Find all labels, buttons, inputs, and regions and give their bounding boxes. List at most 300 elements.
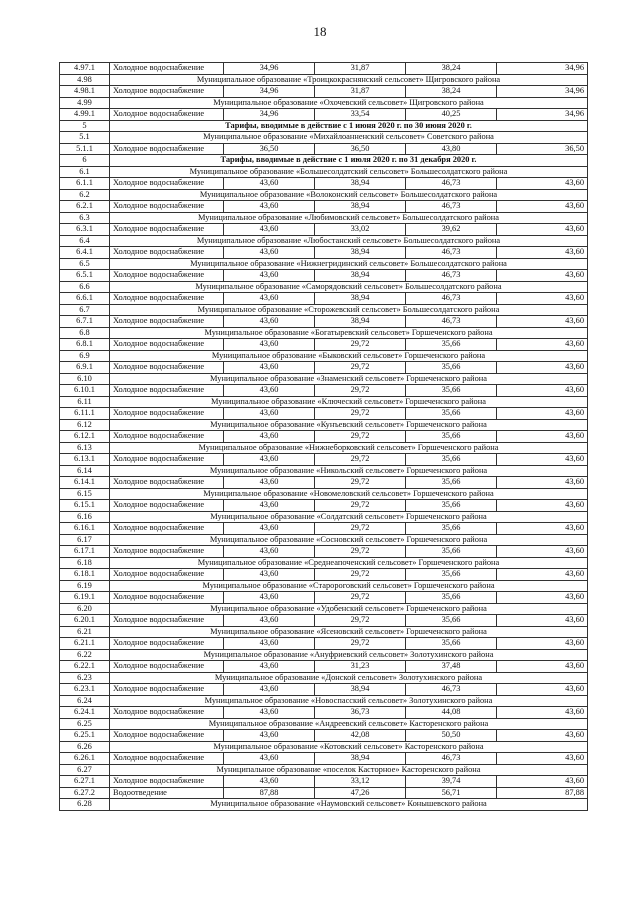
service-name: Холодное водоснабжение: [110, 431, 224, 443]
tariff-row: [60, 684, 588, 696]
tariff-value-4: 43,60: [497, 638, 588, 650]
section-heading: Тарифы, вводимые в действие с 1 июля 2020 г. по 31 декабря 2020 г.: [110, 155, 588, 167]
tariff-value-4: 43,60: [497, 270, 588, 282]
row-number: 6.16.1: [60, 523, 110, 535]
tariff-value-1: 43,60: [224, 753, 315, 765]
tariff-row: [60, 707, 588, 719]
tariff-value-2: 36,50: [315, 143, 406, 155]
tariff-row: [60, 293, 588, 305]
tariff-value-3: 40,25: [406, 109, 497, 121]
municipality-name: Муниципальное образование «Кунъевский сельсовет» Горшеченского района: [110, 419, 588, 431]
row-number: 6.21: [60, 626, 110, 638]
municipality-row: [60, 373, 588, 385]
municipality-row: [60, 672, 588, 684]
row-number: 6.14: [60, 465, 110, 477]
municipality-row: [60, 304, 588, 316]
municipality-name: Муниципальное образование «Любимовский сельсовет» Большесолдатского района: [110, 212, 588, 224]
row-number: 6.19: [60, 580, 110, 592]
municipality-name: Муниципальное образование «Среднеапоченский сельсовет» Горшеченского района: [110, 557, 588, 569]
service-name: Холодное водоснабжение: [110, 661, 224, 673]
tariff-value-2: 38,94: [315, 293, 406, 305]
row-number: 6.16: [60, 511, 110, 523]
tariff-value-4: 87,88: [497, 787, 588, 799]
tariff-row: [60, 339, 588, 351]
municipality-row: [60, 327, 588, 339]
tariff-value-2: 36,73: [315, 707, 406, 719]
tariff-value-2: 33,12: [315, 776, 406, 788]
tariff-value-1: 43,60: [224, 707, 315, 719]
service-name: Холодное водоснабжение: [110, 385, 224, 397]
tariff-value-3: 44,08: [406, 707, 497, 719]
tariff-row: [60, 201, 588, 213]
service-name: Холодное водоснабжение: [110, 569, 224, 581]
tariff-value-4: 43,60: [497, 569, 588, 581]
tariff-value-1: 87,88: [224, 787, 315, 799]
service-name: Холодное водоснабжение: [110, 638, 224, 650]
municipality-row: [60, 465, 588, 477]
tariff-value-2: 29,72: [315, 431, 406, 443]
municipality-row: [60, 718, 588, 730]
tariff-value-1: 43,60: [224, 615, 315, 627]
tariff-value-4: 43,60: [497, 592, 588, 604]
service-name: Холодное водоснабжение: [110, 730, 224, 742]
tariff-value-4: 43,60: [497, 776, 588, 788]
row-number: 6.7.1: [60, 316, 110, 328]
tariff-value-3: 37,48: [406, 661, 497, 673]
row-number: 6.17.1: [60, 546, 110, 558]
tariff-value-1: 43,60: [224, 477, 315, 489]
row-number: 6.18.1: [60, 569, 110, 581]
row-number: 6.1: [60, 166, 110, 178]
row-number: 6.6.1: [60, 293, 110, 305]
municipality-row: [60, 534, 588, 546]
tariff-value-1: 43,60: [224, 385, 315, 397]
tariff-row: [60, 431, 588, 443]
tariff-value-3: 56,71: [406, 787, 497, 799]
row-number: 6.28: [60, 799, 110, 811]
tariff-value-4: 43,60: [497, 454, 588, 466]
row-number: 4.98: [60, 74, 110, 86]
row-number: 6.20.1: [60, 615, 110, 627]
row-number: 6.9: [60, 350, 110, 362]
tariff-value-4: 43,60: [497, 500, 588, 512]
row-number: 6.2.1: [60, 201, 110, 213]
tariff-value-1: 34,96: [224, 86, 315, 98]
tariff-value-1: 43,60: [224, 316, 315, 328]
tariff-value-4: 43,60: [497, 247, 588, 259]
tariff-value-3: 50,50: [406, 730, 497, 742]
tariff-row: [60, 753, 588, 765]
tariff-row: [60, 454, 588, 466]
service-name: Холодное водоснабжение: [110, 362, 224, 374]
row-number: 6.1.1: [60, 178, 110, 190]
tariff-value-4: 43,60: [497, 201, 588, 213]
tariff-value-4: 43,60: [497, 339, 588, 351]
tariff-value-3: 46,73: [406, 247, 497, 259]
tariff-value-3: 35,66: [406, 408, 497, 420]
row-number: 6.24: [60, 695, 110, 707]
tariff-row: [60, 86, 588, 98]
service-name: Водоотведение: [110, 787, 224, 799]
tariff-value-2: 38,94: [315, 316, 406, 328]
tariff-row: [60, 661, 588, 673]
row-number: 6.17: [60, 534, 110, 546]
tariff-value-2: 29,72: [315, 339, 406, 351]
tariff-value-3: 35,66: [406, 477, 497, 489]
tariff-value-2: 33,02: [315, 224, 406, 236]
municipality-row: [60, 258, 588, 270]
service-name: Холодное водоснабжение: [110, 201, 224, 213]
tariff-table-body: [60, 63, 588, 811]
tariff-value-2: 38,94: [315, 201, 406, 213]
tariff-value-4: 43,60: [497, 293, 588, 305]
tariff-value-3: 38,24: [406, 63, 497, 75]
tariff-row: [60, 362, 588, 374]
service-name: Холодное водоснабжение: [110, 143, 224, 155]
service-name: Холодное водоснабжение: [110, 109, 224, 121]
tariff-value-3: 35,66: [406, 385, 497, 397]
tariff-value-2: 29,72: [315, 592, 406, 604]
tariff-value-2: 47,26: [315, 787, 406, 799]
tariff-row: [60, 224, 588, 236]
service-name: Холодное водоснабжение: [110, 523, 224, 535]
municipality-name: Муниципальное образование «Быковский сельсовет» Горшеченского района: [110, 350, 588, 362]
row-number: 6.25.1: [60, 730, 110, 742]
municipality-name: Муниципальное образование «Солдатский сельсовет» Горшеченского района: [110, 511, 588, 523]
tariff-value-3: 35,66: [406, 615, 497, 627]
tariff-row: [60, 546, 588, 558]
tariff-value-2: 31,87: [315, 63, 406, 75]
row-number: 5.1: [60, 132, 110, 144]
municipality-name: Муниципальное образование «Сосновский сельсовет» Горшеченского района: [110, 534, 588, 546]
row-number: 6.8.1: [60, 339, 110, 351]
tariff-value-2: 38,94: [315, 178, 406, 190]
municipality-name: Муниципальное образование «Новоспасский сельсовет» Золотухинского района: [110, 695, 588, 707]
row-number: 6.6: [60, 281, 110, 293]
row-number: 4.99: [60, 97, 110, 109]
tariff-value-1: 43,60: [224, 178, 315, 190]
tariff-value-2: 29,72: [315, 546, 406, 558]
municipality-name: Муниципальное образование «поселок Касторное» Касторенского района: [110, 764, 588, 776]
municipality-name: Муниципальное образование «Саморядовский сельсовет» Большесолдатского района: [110, 281, 588, 293]
tariff-value-3: 35,66: [406, 431, 497, 443]
page-number: 18: [313, 24, 327, 39]
municipality-row: [60, 212, 588, 224]
service-name: Холодное водоснабжение: [110, 339, 224, 351]
tariff-value-2: 42,08: [315, 730, 406, 742]
tariff-value-1: 43,60: [224, 362, 315, 374]
tariff-value-3: 35,66: [406, 523, 497, 535]
row-number: 6.4.1: [60, 247, 110, 259]
municipality-name: Муниципальное образование «Нижнеборковский сельсовет» Горшеченского района: [110, 442, 588, 454]
municipality-name: Муниципальное образование «Любостанский сельсовет» Большесолдатского района: [110, 235, 588, 247]
municipality-name: Муниципальное образование «Сторожевский сельсовет» Большесолдатского района: [110, 304, 588, 316]
tariff-value-2: 38,94: [315, 684, 406, 696]
municipality-row: [60, 511, 588, 523]
service-name: Холодное водоснабжение: [110, 270, 224, 282]
municipality-row: [60, 603, 588, 615]
tariff-value-3: 35,66: [406, 339, 497, 351]
tariff-value-1: 36,50: [224, 143, 315, 155]
row-number: 6.27.2: [60, 787, 110, 799]
tariff-value-4: 43,60: [497, 615, 588, 627]
row-number: 6.25: [60, 718, 110, 730]
tariff-value-3: 35,66: [406, 592, 497, 604]
tariff-value-4: 43,60: [497, 362, 588, 374]
row-number: 4.97.1: [60, 63, 110, 75]
row-number: 6.18: [60, 557, 110, 569]
tariff-value-2: 29,72: [315, 500, 406, 512]
tariff-value-1: 43,60: [224, 684, 315, 696]
tariff-value-1: 43,60: [224, 638, 315, 650]
municipality-name: Муниципальное образование «Андреевский сельсовет» Касторенского района: [110, 718, 588, 730]
municipality-row: [60, 695, 588, 707]
tariff-value-2: 38,94: [315, 753, 406, 765]
service-name: Холодное водоснабжение: [110, 408, 224, 420]
row-number: 5: [60, 120, 110, 132]
tariff-value-4: 43,60: [497, 408, 588, 420]
tariff-value-4: 43,60: [497, 546, 588, 558]
row-number: 6.15.1: [60, 500, 110, 512]
service-name: Холодное водоснабжение: [110, 707, 224, 719]
tariff-row: [60, 477, 588, 489]
tariff-value-4: 43,60: [497, 707, 588, 719]
tariff-value-2: 29,72: [315, 615, 406, 627]
municipality-row: [60, 189, 588, 201]
municipality-name: Муниципальное образование «Донской сельсовет» Золотухинского района: [110, 672, 588, 684]
tariff-value-2: 31,23: [315, 661, 406, 673]
tariff-value-4: 36,50: [497, 143, 588, 155]
tariff-row: [60, 270, 588, 282]
row-number: 6.23.1: [60, 684, 110, 696]
tariff-value-3: 46,73: [406, 270, 497, 282]
tariff-value-3: 35,66: [406, 546, 497, 558]
row-number: 6.4: [60, 235, 110, 247]
service-name: Холодное водоснабжение: [110, 63, 224, 75]
service-name: Холодное водоснабжение: [110, 592, 224, 604]
tariff-row: [60, 787, 588, 799]
tariff-value-3: 35,66: [406, 638, 497, 650]
tariff-value-2: 29,72: [315, 362, 406, 374]
municipality-row: [60, 350, 588, 362]
tariff-value-2: 29,72: [315, 477, 406, 489]
row-number: 6.10: [60, 373, 110, 385]
tariff-value-1: 34,96: [224, 63, 315, 75]
tariff-value-4: 43,60: [497, 178, 588, 190]
tariff-value-3: 35,66: [406, 500, 497, 512]
tariff-value-1: 43,60: [224, 661, 315, 673]
municipality-row: [60, 419, 588, 431]
municipality-name: Муниципальное образование «Наумовский сельсовет» Конышевского района: [110, 799, 588, 811]
row-number: 6.2: [60, 189, 110, 201]
tariff-row: [60, 615, 588, 627]
row-number: 6.3.1: [60, 224, 110, 236]
tariff-value-3: 35,66: [406, 454, 497, 466]
service-name: Холодное водоснабжение: [110, 546, 224, 558]
municipality-row: [60, 132, 588, 144]
row-number: 6.3: [60, 212, 110, 224]
tariff-row: [60, 408, 588, 420]
row-number: 4.99.1: [60, 109, 110, 121]
tariff-value-4: 43,60: [497, 730, 588, 742]
tariff-value-2: 38,94: [315, 247, 406, 259]
municipality-row: [60, 488, 588, 500]
municipality-name: Муниципальное образование «Знаменский сельсовет» Горшеченского района: [110, 373, 588, 385]
municipality-name: Муниципальное образование «Ануфриевский сельсовет» Золотухинского района: [110, 649, 588, 661]
tariff-value-2: 29,72: [315, 638, 406, 650]
row-number: 6.13: [60, 442, 110, 454]
tariff-row: [60, 109, 588, 121]
tariff-value-3: 39,74: [406, 776, 497, 788]
tariff-row: [60, 63, 588, 75]
tariff-value-2: 29,72: [315, 385, 406, 397]
tariff-value-4: 43,60: [497, 316, 588, 328]
tariff-value-4: 43,60: [497, 431, 588, 443]
tariff-value-1: 43,60: [224, 592, 315, 604]
service-name: Холодное водоснабжение: [110, 776, 224, 788]
service-name: Холодное водоснабжение: [110, 224, 224, 236]
tariff-value-3: 46,73: [406, 178, 497, 190]
municipality-row: [60, 235, 588, 247]
tariff-value-3: 46,73: [406, 316, 497, 328]
tariff-row: [60, 178, 588, 190]
row-number: 6.21.1: [60, 638, 110, 650]
service-name: Холодное водоснабжение: [110, 316, 224, 328]
tariff-row: [60, 523, 588, 535]
municipality-row: [60, 281, 588, 293]
service-name: Холодное водоснабжение: [110, 293, 224, 305]
section-heading: Тарифы, вводимые в действие с 1 июня 2020 г. по 30 июня 2020 г.: [110, 120, 588, 132]
tariff-value-1: 43,60: [224, 201, 315, 213]
section-heading-row: [60, 155, 588, 167]
municipality-name: Муниципальное образование «Михайлоанненский сельсовет» Советского района: [110, 132, 588, 144]
municipality-name: Муниципальное образование «Никольский сельсовет» Горшеченского района: [110, 465, 588, 477]
tariff-row: [60, 247, 588, 259]
municipality-row: [60, 764, 588, 776]
tariff-value-2: 29,72: [315, 408, 406, 420]
municipality-name: Муниципальное образование «Старороговский сельсовет» Горшеченского района: [110, 580, 588, 592]
service-name: Холодное водоснабжение: [110, 247, 224, 259]
service-name: Холодное водоснабжение: [110, 477, 224, 489]
municipality-name: Муниципальное образование «Охочевский сельсовет» Щигровского района: [110, 97, 588, 109]
municipality-row: [60, 442, 588, 454]
tariff-value-1: 43,60: [224, 293, 315, 305]
tariff-value-1: 43,60: [224, 339, 315, 351]
tariff-value-3: 46,73: [406, 201, 497, 213]
tariff-value-1: 43,60: [224, 546, 315, 558]
tariff-value-1: 43,60: [224, 270, 315, 282]
row-number: 6.11: [60, 396, 110, 408]
municipality-row: [60, 166, 588, 178]
row-number: 6.23: [60, 672, 110, 684]
tariff-row: [60, 500, 588, 512]
tariff-value-4: 43,60: [497, 661, 588, 673]
tariff-value-3: 43,80: [406, 143, 497, 155]
municipality-row: [60, 649, 588, 661]
row-number: 6.5.1: [60, 270, 110, 282]
row-number: 6.10.1: [60, 385, 110, 397]
municipality-name: Муниципальное образование «Удобенский сельсовет» Горшеченского района: [110, 603, 588, 615]
tariff-value-1: 43,60: [224, 408, 315, 420]
tariff-value-4: 43,60: [497, 385, 588, 397]
service-name: Холодное водоснабжение: [110, 86, 224, 98]
row-number: 6.22.1: [60, 661, 110, 673]
tariff-row: [60, 776, 588, 788]
tariff-value-3: 38,24: [406, 86, 497, 98]
tariff-value-2: 31,87: [315, 86, 406, 98]
row-number: 6.7: [60, 304, 110, 316]
tariff-value-4: 34,96: [497, 86, 588, 98]
tariff-value-1: 43,60: [224, 247, 315, 259]
row-number: 6.15: [60, 488, 110, 500]
municipality-name: Муниципальное образование «Большесолдатский сельсовет» Большесолдатского района: [110, 166, 588, 178]
row-number: 6.5: [60, 258, 110, 270]
tariff-value-1: 43,60: [224, 224, 315, 236]
tariff-row: [60, 638, 588, 650]
row-number: 6.13.1: [60, 454, 110, 466]
tariff-value-4: 34,96: [497, 109, 588, 121]
row-number: 6.9.1: [60, 362, 110, 374]
tariff-value-1: 43,60: [224, 454, 315, 466]
row-number: 6.14.1: [60, 477, 110, 489]
tariff-row: [60, 316, 588, 328]
row-number: 6.22: [60, 649, 110, 661]
row-number: 6.12.1: [60, 431, 110, 443]
tariff-value-1: 43,60: [224, 523, 315, 535]
tariff-table: [59, 62, 588, 811]
service-name: Холодное водоснабжение: [110, 454, 224, 466]
section-heading-row: [60, 120, 588, 132]
tariff-row: [60, 143, 588, 155]
municipality-row: [60, 74, 588, 86]
municipality-row: [60, 557, 588, 569]
municipality-name: Муниципальное образование «Котовский сельсовет» Касторенского района: [110, 741, 588, 753]
municipality-row: [60, 799, 588, 811]
tariff-row: [60, 569, 588, 581]
row-number: 6.8: [60, 327, 110, 339]
tariff-value-4: 43,60: [497, 753, 588, 765]
tariff-value-3: 46,73: [406, 753, 497, 765]
tariff-value-3: 46,73: [406, 293, 497, 305]
municipality-name: Муниципальное образование «Ясеновский сельсовет» Горшеченского района: [110, 626, 588, 638]
tariff-value-4: 43,60: [497, 684, 588, 696]
tariff-value-3: 46,73: [406, 684, 497, 696]
municipality-name: Муниципальное образование «Богатыревский сельсовет» Горшеченского района: [110, 327, 588, 339]
tariff-value-3: 39,62: [406, 224, 497, 236]
tariff-value-1: 43,60: [224, 569, 315, 581]
municipality-row: [60, 396, 588, 408]
tariff-row: [60, 730, 588, 742]
row-number: 6.27.1: [60, 776, 110, 788]
tariff-value-4: 43,60: [497, 477, 588, 489]
tariff-value-1: 43,60: [224, 431, 315, 443]
row-number: 6.26: [60, 741, 110, 753]
service-name: Холодное водоснабжение: [110, 753, 224, 765]
row-number: 6: [60, 155, 110, 167]
tariff-value-3: 35,66: [406, 569, 497, 581]
tariff-row: [60, 385, 588, 397]
municipality-row: [60, 97, 588, 109]
row-number: 6.20: [60, 603, 110, 615]
row-number: 6.11.1: [60, 408, 110, 420]
tariff-value-1: 34,96: [224, 109, 315, 121]
row-number: 6.27: [60, 764, 110, 776]
municipality-name: Муниципальное образование «Волоконский сельсовет» Большесолдатского района: [110, 189, 588, 201]
service-name: Холодное водоснабжение: [110, 615, 224, 627]
tariff-value-4: 43,60: [497, 224, 588, 236]
row-number: 4.98.1: [60, 86, 110, 98]
municipality-name: Муниципальное образование «Новомеловский сельсовет» Горшеченского района: [110, 488, 588, 500]
